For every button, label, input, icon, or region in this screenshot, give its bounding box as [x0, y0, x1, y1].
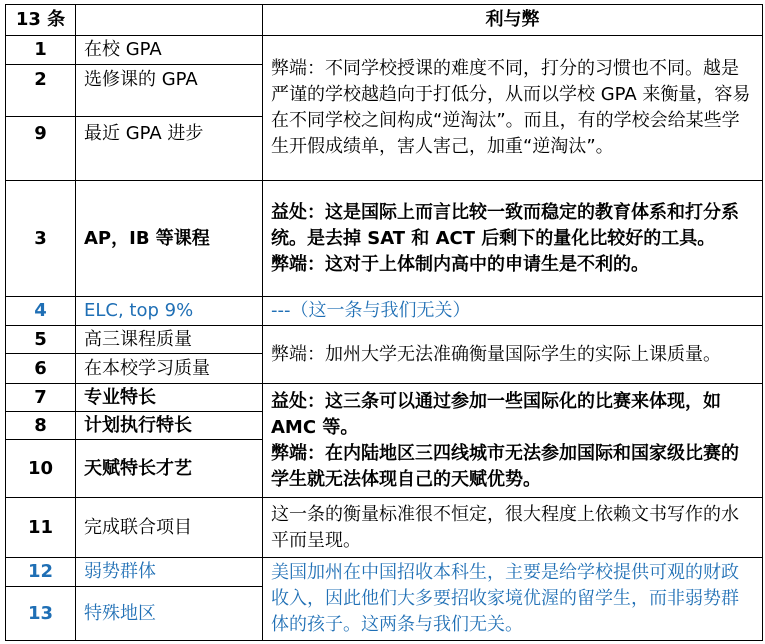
- row-item: 在本校学习质量: [76, 354, 263, 384]
- row-item: 最近 GPA 进步: [76, 117, 263, 181]
- row-number: 12: [6, 558, 76, 587]
- talent-benefit-text: 益处：这三条可以通过参加一些国际化的比赛来体现，如 AMC 等。: [271, 390, 721, 438]
- row-item: 天赋特长才艺: [76, 440, 263, 498]
- row-number: 8: [6, 412, 76, 440]
- row-number: 5: [6, 326, 76, 354]
- row-number: 13: [6, 587, 76, 641]
- project-note-text: 这一条的衡量标准很不恒定，很大程度上依赖文书写作的水平而呈现。: [271, 503, 739, 551]
- row-item: 在校 GPA: [76, 36, 263, 65]
- table-row: [6, 181, 763, 297]
- header-item: [76, 5, 263, 36]
- table-row: [6, 297, 763, 326]
- table-row: [6, 384, 763, 412]
- row-number: 7: [6, 384, 76, 412]
- table-row: [6, 498, 763, 558]
- gpa-drawbacks-text: 弊端：不同学校授课的难度不同，打分的习惯也不同。越是严谨的学校越趋向于打低分，从而以学校 GPA 来衡量，容易在不同学校之间构成“逆淘汰”。而且，有的学校会给某些学生开假成绩单，害人害己，加重“逆淘汰”。: [271, 58, 751, 157]
- region-note: [263, 558, 763, 641]
- row-item: 完成联合项目: [76, 498, 263, 558]
- table-header-row: [6, 5, 763, 36]
- row-number: 10: [6, 440, 76, 498]
- row-number: 9: [6, 117, 76, 181]
- gpa-drawbacks: [263, 36, 763, 181]
- criteria-table: [5, 4, 763, 641]
- row-number: 4: [6, 297, 76, 326]
- row-number: 11: [6, 498, 76, 558]
- table-row: [6, 36, 763, 65]
- project-note: [263, 498, 763, 558]
- talent-drawback-text: 弊端：在内陆地区三四线城市无法参加国际和国家级比赛的学生就无法体现自己的天赋优势。: [271, 442, 739, 490]
- row-number: 1: [6, 36, 76, 65]
- table-row: [6, 326, 763, 354]
- talent-pros-cons: [263, 384, 763, 498]
- row-item: 专业特长: [76, 384, 263, 412]
- course-drawbacks-text: 弊端：加州大学无法准确衡量国际学生的实际上课质量。: [271, 343, 721, 365]
- header-count: 13 条: [6, 5, 76, 36]
- ap-drawback-text: 弊端：这对于上体制内高中的申请生是不利的。: [271, 253, 649, 275]
- course-drawbacks: [263, 326, 763, 384]
- ap-benefit-text: 益处：这是国际上而言比较一致而稳定的教育体系和打分系统。是去掉 SAT 和 ACT 后剩下的量化比较好的工具。: [271, 201, 739, 249]
- row-item: 弱势群体: [76, 558, 263, 587]
- ap-pros-cons: [263, 181, 763, 297]
- region-note-text: 美国加州在中国招收本科生，主要是给学校提供可观的财政收入，因此他们大多要招收家境优渥的留学生，而非弱势群体的孩子。这两条与我们无关。: [271, 562, 739, 635]
- row-item: 计划执行特长: [76, 412, 263, 440]
- row-number: 3: [6, 181, 76, 297]
- row-item: 高三课程质量: [76, 326, 263, 354]
- row-number: 6: [6, 354, 76, 384]
- row-item: 特殊地区: [76, 587, 263, 641]
- header-pros-cons: 利与弊: [263, 5, 763, 36]
- table-row: [6, 558, 763, 587]
- row-item: AP，IB 等课程: [76, 181, 263, 297]
- row-item: 选修课的 GPA: [76, 65, 263, 117]
- row-number: 2: [6, 65, 76, 117]
- elc-note: ---（这一条与我们无关）: [263, 297, 763, 326]
- row-item: ELC, top 9%: [76, 297, 263, 326]
